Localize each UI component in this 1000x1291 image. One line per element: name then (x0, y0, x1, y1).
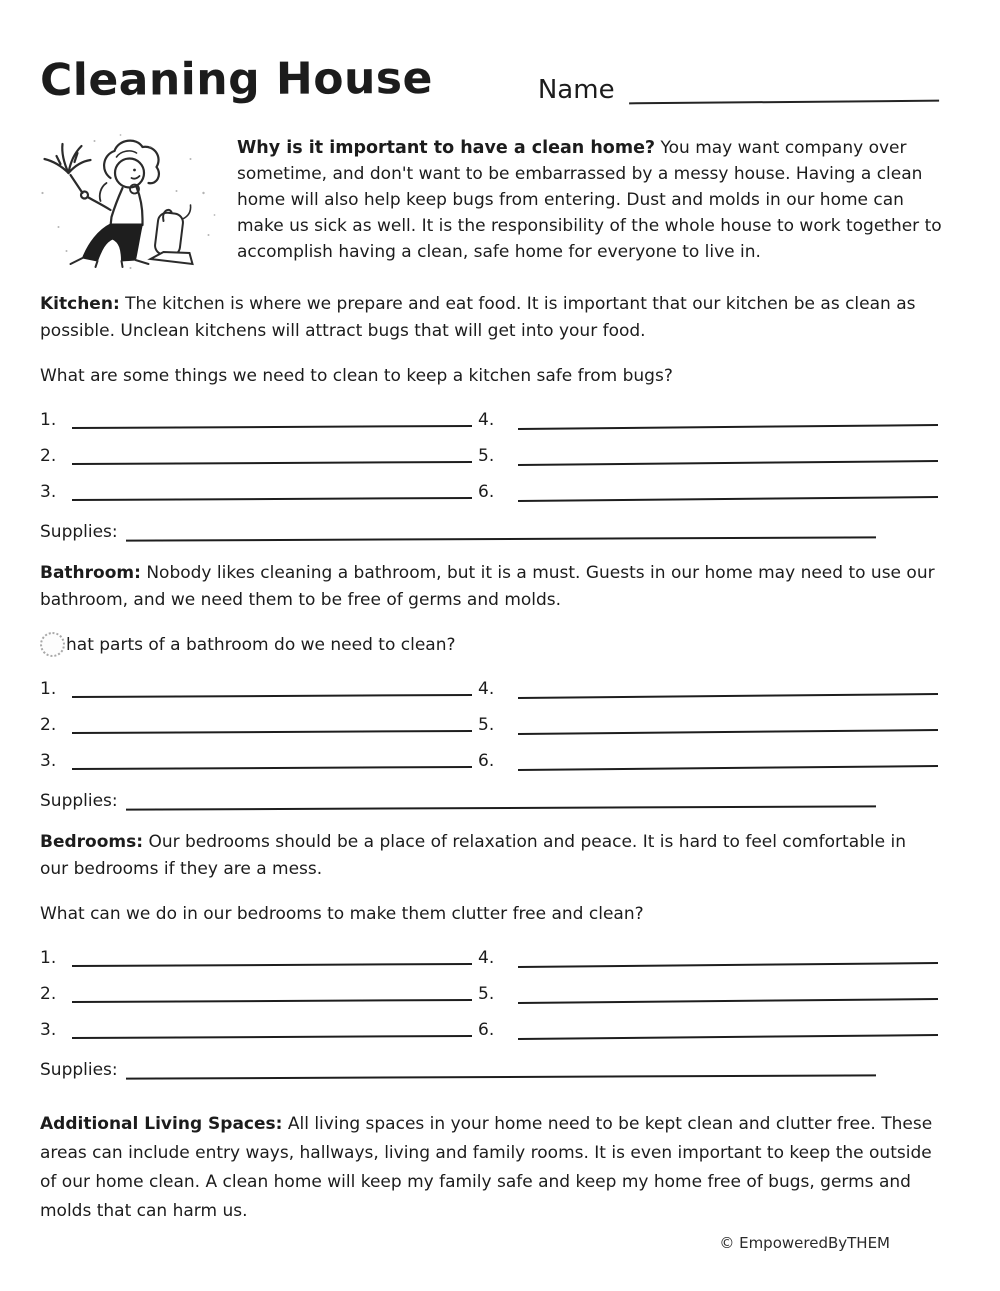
answer-row (40, 737, 938, 773)
worksheet-body (0, 291, 1000, 1252)
answer-number: 1. (40, 679, 57, 699)
answer-number: 3. (40, 751, 57, 771)
answer-number: 3. (40, 1020, 57, 1040)
kitchen-question: What are some things we need to clean to keep a kitchen safe from bugs? (40, 366, 673, 386)
answer-number: 4. (478, 679, 495, 699)
kitchen-description-text: The kitchen is where we prepare and eat food. It is important that our kitchen be as clean as possible. Unclean kitchens will attract bugs that will get into your food. (40, 294, 916, 341)
kitchen-supplies-blank[interactable] (126, 536, 876, 541)
answer-row (40, 665, 938, 701)
kitchen-heading: Kitchen: (40, 294, 120, 314)
answer-row (40, 468, 938, 504)
bathroom-answer-blank-1[interactable] (72, 694, 472, 698)
kitchen-answer-blank-6[interactable] (518, 496, 938, 502)
bedrooms-answers (40, 934, 938, 1042)
kitchen-answer-blank-2[interactable] (72, 461, 472, 465)
bathroom-answers (40, 665, 938, 773)
bathroom-supplies-blank[interactable] (126, 805, 876, 810)
bedrooms-answer-blank-4[interactable] (518, 962, 938, 968)
answer-row (40, 701, 938, 737)
answer-number: 2. (40, 715, 57, 735)
bathroom-answer-blank-3[interactable] (72, 766, 472, 770)
bedrooms-answer-blank-2[interactable] (72, 999, 472, 1003)
bedrooms-description-text: Our bedrooms should be a place of relaxation and peace. It is hard to feel comfortable in our bedrooms if they are a mess. (40, 832, 907, 879)
section-kitchen (40, 291, 938, 542)
bedrooms-answer-blank-1[interactable] (72, 963, 472, 967)
bathroom-supplies (40, 781, 938, 811)
bathroom-answer-blank-2[interactable] (72, 730, 472, 734)
bathroom-question-text: hat parts of a bathroom do we need to clean? (66, 635, 456, 655)
bathroom-answer-blank-6[interactable] (518, 765, 938, 771)
kitchen-answer-blank-3[interactable] (72, 497, 472, 501)
bedrooms-answer-blank-5[interactable] (518, 998, 938, 1004)
answer-row (40, 970, 938, 1006)
additional-living-spaces-paragraph (40, 1110, 938, 1226)
intro-question: Why is it important to have a clean home? (237, 138, 656, 158)
additional-living-spaces-text: All living spaces in your home need to be kept clean and clutter free. These areas can include entry ways, hallways, living and family rooms. It is even important to keep the outside of our home clean. A clean home will keep my family safe and keep my home free of bugs, germs and molds that can harm us. (40, 1114, 933, 1221)
answer-row (40, 1006, 938, 1042)
answer-number: 3. (40, 482, 57, 502)
bathroom-description (40, 560, 938, 614)
scan-artifact-circle (40, 632, 65, 657)
bedrooms-answer-blank-6[interactable] (518, 1034, 938, 1040)
bedrooms-supplies (40, 1050, 938, 1080)
additional-living-spaces-heading: Additional Living Spaces: (40, 1114, 283, 1134)
cleaning-woman-illustration (28, 131, 223, 273)
kitchen-answer-blank-5[interactable] (518, 460, 938, 466)
answer-number: 6. (478, 751, 495, 771)
bathroom-description-text: Nobody likes cleaning a bathroom, but it is a must. Guests in our home may need to use our bathroom, and we need them to be free of germs and molds. (40, 563, 935, 610)
answer-number: 6. (478, 1020, 495, 1040)
cleaning-woman-svg (28, 131, 223, 273)
kitchen-supplies (40, 512, 938, 542)
bedrooms-description (40, 829, 938, 883)
bathroom-question (40, 632, 938, 659)
answer-number: 1. (40, 948, 57, 968)
page-title: Cleaning House (39, 52, 433, 107)
bedrooms-heading: Bedrooms: (40, 832, 144, 852)
bathroom-answer-blank-4[interactable] (518, 693, 938, 699)
kitchen-description (40, 291, 938, 345)
supplies-label: Supplies: (40, 790, 118, 811)
name-field (538, 77, 940, 105)
header (0, 0, 1000, 105)
answer-row (40, 934, 938, 970)
intro-paragraph (237, 135, 948, 273)
answer-number: 6. (478, 482, 495, 502)
section-bathroom (40, 560, 938, 811)
section-bedrooms (40, 829, 938, 1080)
copyright-notice: © EmpoweredByTHEM (719, 1234, 890, 1252)
kitchen-answer-blank-4[interactable] (518, 424, 938, 430)
answer-number: 4. (478, 948, 495, 968)
answer-number: 5. (478, 984, 495, 1004)
bedrooms-question: What can we do in our bedrooms to make them clutter free and clean? (40, 904, 644, 924)
kitchen-answer-blank-1[interactable] (72, 425, 472, 429)
bedrooms-answer-blank-3[interactable] (72, 1035, 472, 1039)
name-label: Name (537, 75, 615, 105)
bathroom-answer-blank-5[interactable] (518, 729, 938, 735)
intro-row (0, 105, 1000, 273)
answer-number: 1. (40, 410, 57, 430)
answer-row (40, 396, 938, 432)
kitchen-answers (40, 396, 938, 504)
supplies-label: Supplies: (40, 521, 118, 542)
name-blank-line[interactable] (628, 78, 938, 105)
answer-number: 2. (40, 446, 57, 466)
answer-row (40, 432, 938, 468)
answer-number: 5. (478, 715, 495, 735)
bedrooms-supplies-blank[interactable] (126, 1074, 876, 1079)
answer-number: 2. (40, 984, 57, 1004)
intro-text: You may want company over sometime, and don't want to be embarrassed by a messy house. Having a clean home will also help keep bugs from entering. Dust and molds in our home can make us sick as well. It is the responsibility of the whole house to work together to accomplish having a clean, safe home for everyone to live in. (237, 138, 942, 262)
bathroom-heading: Bathroom: (40, 563, 141, 583)
answer-number: 5. (478, 446, 495, 466)
supplies-label: Supplies: (40, 1059, 118, 1080)
answer-number: 4. (478, 410, 495, 430)
